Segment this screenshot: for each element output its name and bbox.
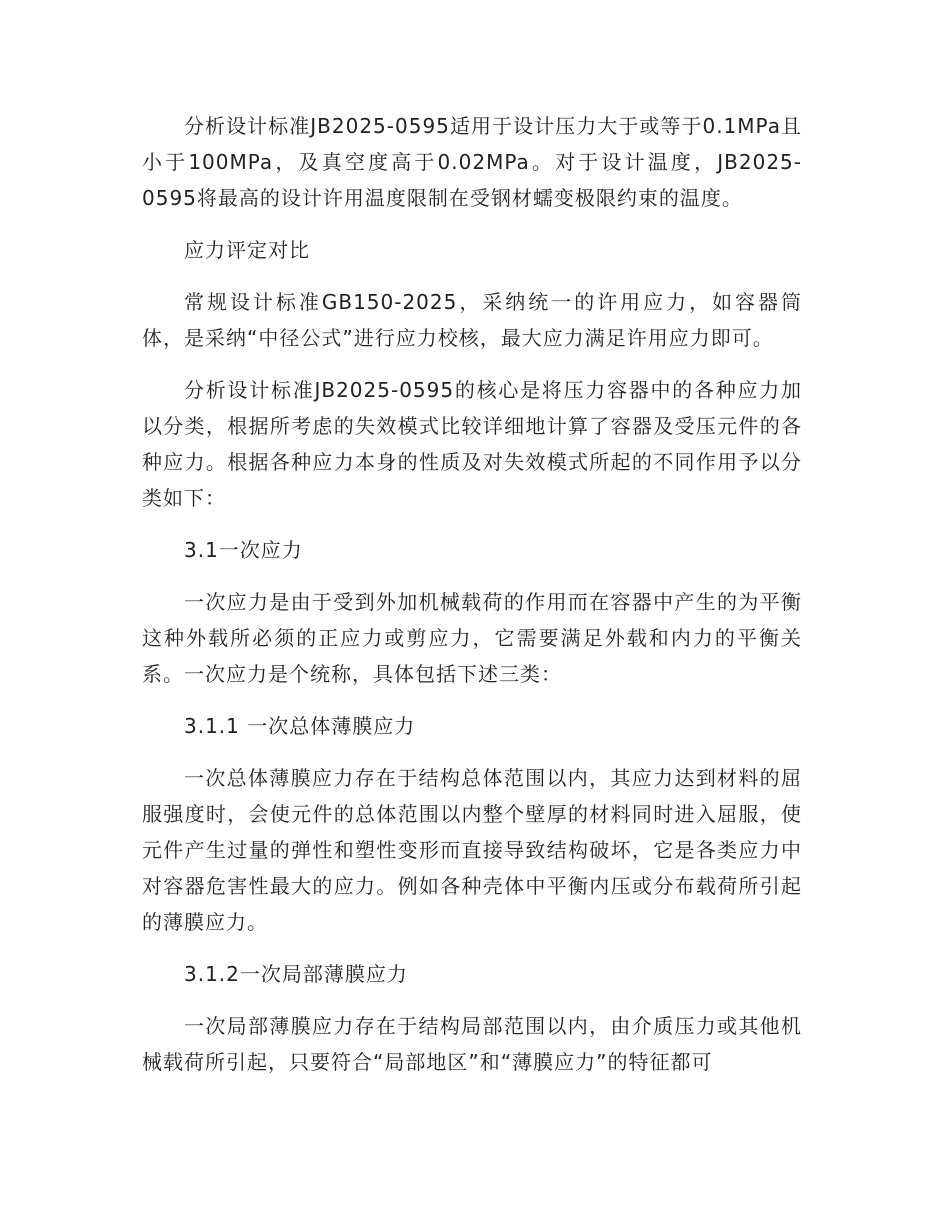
paragraph-primary-stress: 一次应力是由于受到外加机械载荷的作用而在容器中产生的为平衡这种外载所必须的正应力或剪应力，它需要满足外载和内力的平衡关系。一次应力是个统称，具体包括下述三类： [142,590,802,686]
paragraph-local-membrane: 一次局部薄膜应力存在于结构局部范围以内，由介质压力或其他机械载荷所引起，只要符合“局部地区”和“薄膜应力”的特征都可 [142,1014,802,1074]
paragraph-general-membrane: 一次总体薄膜应力存在于结构总体范围以内，其应力达到材料的屈服强度时，会使元件的总体范围以内整个壁厚的材料同时进入屈服，使元件产生过量的弹性和塑性变形而直接导致结构破坏，它是各类应力中对容器危害性最大的应力。例如各种壳体中平衡内压或分布载荷所引起的薄膜应力。 [142,766,802,934]
paragraph-conventional-design: 常规设计标准GB150-2025，采纳统一的许用应力，如容器筒体，是采纳“中径公式”进行应力校核，最大应力满足许用应力即可。 [142,290,802,350]
heading-stress-evaluation: 应力评定对比 [184,238,310,262]
heading-primary-stress: 3.1一次应力 [184,538,303,562]
paragraph-scope: 分析设计标准JB2025-0595适用于设计压力大于或等于0.1MPa且小于100MPa，及真空度高于0.02MPa。对于设计温度，JB2025-0595将最高的设计许用温度限制在受钢材蠕变极限约束的温度。 [142,114,802,210]
heading-local-membrane: 3.1.2一次局部薄膜应力 [184,962,408,986]
document-body [142,108,802,1096]
paragraph-analysis-design: 分析设计标准JB2025-0595的核心是将压力容器中的各种应力加以分类，根据所考虑的失效模式比较详细地计算了容器及受压元件的各种应力。根据各种应力本身的性质及对失效模式所起的不同作用予以分类如下： [142,378,802,510]
heading-general-membrane: 3.1.1 一次总体薄膜应力 [184,714,416,738]
